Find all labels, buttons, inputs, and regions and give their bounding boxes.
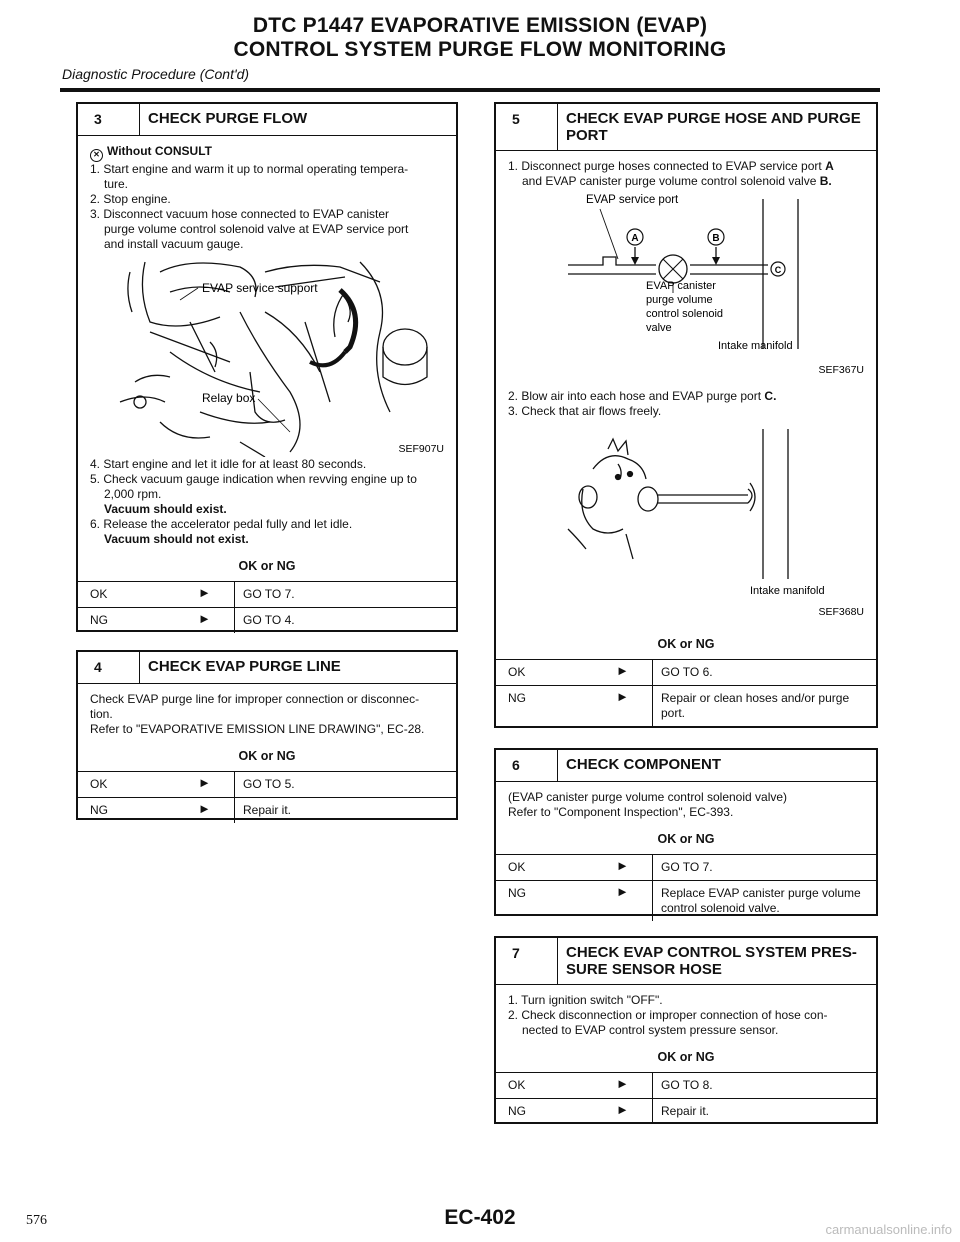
consult-off-icon: ✕ [90,149,103,162]
s5-item-1-text: 1. Disconnect purge hoses connected to EVAP service port [508,159,822,173]
step-5-header [496,104,876,151]
s3-item-3c: and install vacuum gauge. [104,237,244,251]
blow-air-figure [508,419,866,625]
result-key: OK [508,1078,526,1092]
step-5-result-ng [496,685,876,726]
s5-item-3: 3. Check that air flows freely. [508,404,662,418]
result-action: GO TO 6. [652,660,876,685]
step-5-title-line-2: PORT [566,127,608,144]
label-c: C [774,265,782,275]
arrow-right-icon: ► [198,611,211,626]
result-key: OK [508,860,526,874]
arrow-right-icon: ► [616,663,629,678]
step-3-body [78,136,456,551]
title-line-1: DTC P1447 EVAPORATIVE EMISSION (EVAP) [252,14,708,37]
s3-item-5: 5. Check vacuum gauge indication when revving engine up to [90,472,417,486]
label-a: A [631,233,639,244]
hose-diagram [508,189,866,389]
step-7-okng: OK or NG [657,1050,715,1064]
step-6-box [494,748,878,916]
step-6-result-ok [496,854,876,880]
step-7-box [494,936,878,1124]
s7-item-2: 2. Check disconnection or improper connection of hose con- [508,1008,828,1022]
page-code: EC-402 [444,1206,516,1229]
result-action: GO TO 5. [234,772,456,797]
arrow-right-icon: ► [616,1076,629,1091]
step-3-okng: OK or NG [238,559,296,573]
arrow-right-icon: ► [616,1102,629,1117]
step-3-mode-label: Without CONSULT [107,144,212,158]
label-valve-3: control solenoid [646,308,724,320]
page-title [0,14,960,62]
step-7-result-ok [496,1072,876,1098]
s4-item-1: Check EVAP purge line for improper connection or disconnec- [90,692,420,706]
s6-item-1: (EVAP canister purge volume control solenoid valve) [508,790,788,804]
label-valve-1: EVAP canister [646,280,716,292]
step-4-title: CHECK EVAP PURGE LINE [148,658,341,675]
step-4-box [76,650,458,820]
step-5-title-line-1: CHECK EVAP PURGE HOSE AND PURGE [566,110,861,127]
label-valve-4: valve [646,322,672,334]
step-5-number: 5 [496,104,558,150]
s4-item-1b: tion. [90,707,113,721]
s3-item-4: 4. Start engine and let it idle for at least 80 seconds. [90,457,367,471]
step-7-title-line-1: CHECK EVAP CONTROL SYSTEM PRES- [566,944,857,961]
step-3-header [78,104,456,136]
label-service-port: EVAP service port [586,194,679,206]
figure-code-sef367u: SEF367U [818,364,864,376]
step-4-result-ok [78,771,456,797]
s5-item-1b-text: and EVAP canister purge volume control solenoid valve [522,174,817,188]
s3-item-5c: Vacuum should exist. [104,502,227,516]
s5-item-1b-bold: B. [819,174,832,188]
label-b: B [712,233,720,244]
s3-item-2: 2. Stop engine. [90,192,171,206]
result-action: GO TO 7. [652,855,876,880]
step-6-result-ng [496,880,876,921]
step-4-okng: OK or NG [238,749,296,763]
step-5-body [496,151,876,629]
s3-item-3b: purge volume control solenoid valve at EVAP service port [104,222,409,236]
step-5-okng: OK or NG [657,637,715,651]
blow-air-drawing [508,419,866,625]
s3-item-6: 6. Release the accelerator pedal fully and let idle. [90,517,353,531]
result-action: GO TO 7. [234,582,456,607]
page-subtitle: Diagnostic Procedure (Cont'd) [62,66,250,82]
result-key: NG [90,803,108,817]
result-action: Repair it. [652,1099,876,1124]
s5-item-2 [508,389,864,404]
step-4-header [78,652,456,684]
step-3-number: 3 [78,104,140,135]
arrow-right-icon: ► [198,801,211,816]
step-6-body [496,782,876,824]
s6-item-2: Refer to "Component Inspection", EC-393. [508,805,734,819]
step-3-box [76,102,458,632]
step-6-number: 6 [496,750,558,781]
result-key: OK [508,665,526,679]
figure-code-sef368u: SEF368U [818,606,864,618]
result-key: NG [508,886,526,900]
s7-item-2b: nected to EVAP control system pressure sensor. [522,1023,779,1037]
step-7-body [496,985,876,1042]
figure-code-sef907u: SEF907U [398,443,444,455]
s5-item-1-bold: A [825,159,834,173]
step-7-header [496,938,876,985]
step-4-number: 4 [78,652,140,683]
s5-item-1 [508,159,864,174]
title-line-2: CONTROL SYSTEM PURGE FLOW MONITORING [233,38,727,61]
page-number-left: 576 [26,1213,47,1228]
result-key: NG [90,613,108,627]
result-key: OK [90,587,108,601]
s5-item-1b [508,174,864,189]
step-5-result-ok [496,659,876,685]
hose-diagram-figure [508,189,866,389]
result-key: NG [508,1104,526,1118]
step-4-body [78,684,456,741]
step-6-header [496,750,876,782]
step-4-result-ng [78,797,456,823]
step-7-title-line-2: SURE SENSOR HOSE [566,961,722,978]
s4-item-2: Refer to "EVAPORATIVE EMISSION LINE DRAWING", EC-28. [90,722,425,736]
s5-item-2-bold: C. [764,389,777,403]
s7-item-1: 1. Turn ignition switch "OFF". [508,993,663,1007]
step-7-number: 7 [496,938,558,984]
label-valve-2: purge volume [646,294,713,306]
step-6-okng: OK or NG [657,832,715,846]
s3-item-1b: ture. [104,177,129,191]
result-key: OK [90,777,108,791]
s5-item-2-text: 2. Blow air into each hose and EVAP purge port [508,389,762,403]
arrow-right-icon: ► [616,858,629,873]
result-action: Repair or clean hoses and/or purge port. [652,686,876,726]
result-action: GO TO 4. [234,608,456,633]
result-action: Replace EVAP canister purge volume control solenoid valve. [652,881,876,921]
step-7-result-ng [496,1098,876,1124]
engine-bay-drawing [90,252,446,457]
result-action: GO TO 8. [652,1073,876,1098]
arrow-right-icon: ► [198,585,211,600]
step-7-title [558,938,865,984]
step-5-title [558,104,869,150]
header-rule [60,88,880,92]
s3-item-1: 1. Start engine and warm it up to normal operating tempera- [90,162,409,176]
arrow-right-icon: ► [198,775,211,790]
engine-bay-figure [90,252,446,457]
arrow-right-icon: ► [616,884,629,899]
label-evap-service-support: EVAP service support [202,281,318,295]
arrow-right-icon: ► [616,689,629,704]
result-key: NG [508,691,526,705]
s3-item-3: 3. Disconnect vacuum hose connected to EVAP canister [90,207,390,221]
step-6-title: CHECK COMPONENT [566,756,722,773]
step-5-box [494,102,878,728]
label-intake-manifold-2: Intake manifold [750,585,825,597]
watermark: carmanualsonline.info [825,1222,952,1237]
step-3-result-ng [78,607,456,633]
s3-item-6b: Vacuum should not exist. [104,532,249,546]
step-3-result-ok [78,581,456,607]
step-3-title: CHECK PURGE FLOW [148,110,308,127]
result-action: Repair it. [234,798,456,823]
step-3-mode [90,144,444,162]
label-relay-box: Relay box [202,391,256,405]
label-intake-manifold: Intake manifold [718,340,793,352]
s3-item-5b: 2,000 rpm. [104,487,162,501]
